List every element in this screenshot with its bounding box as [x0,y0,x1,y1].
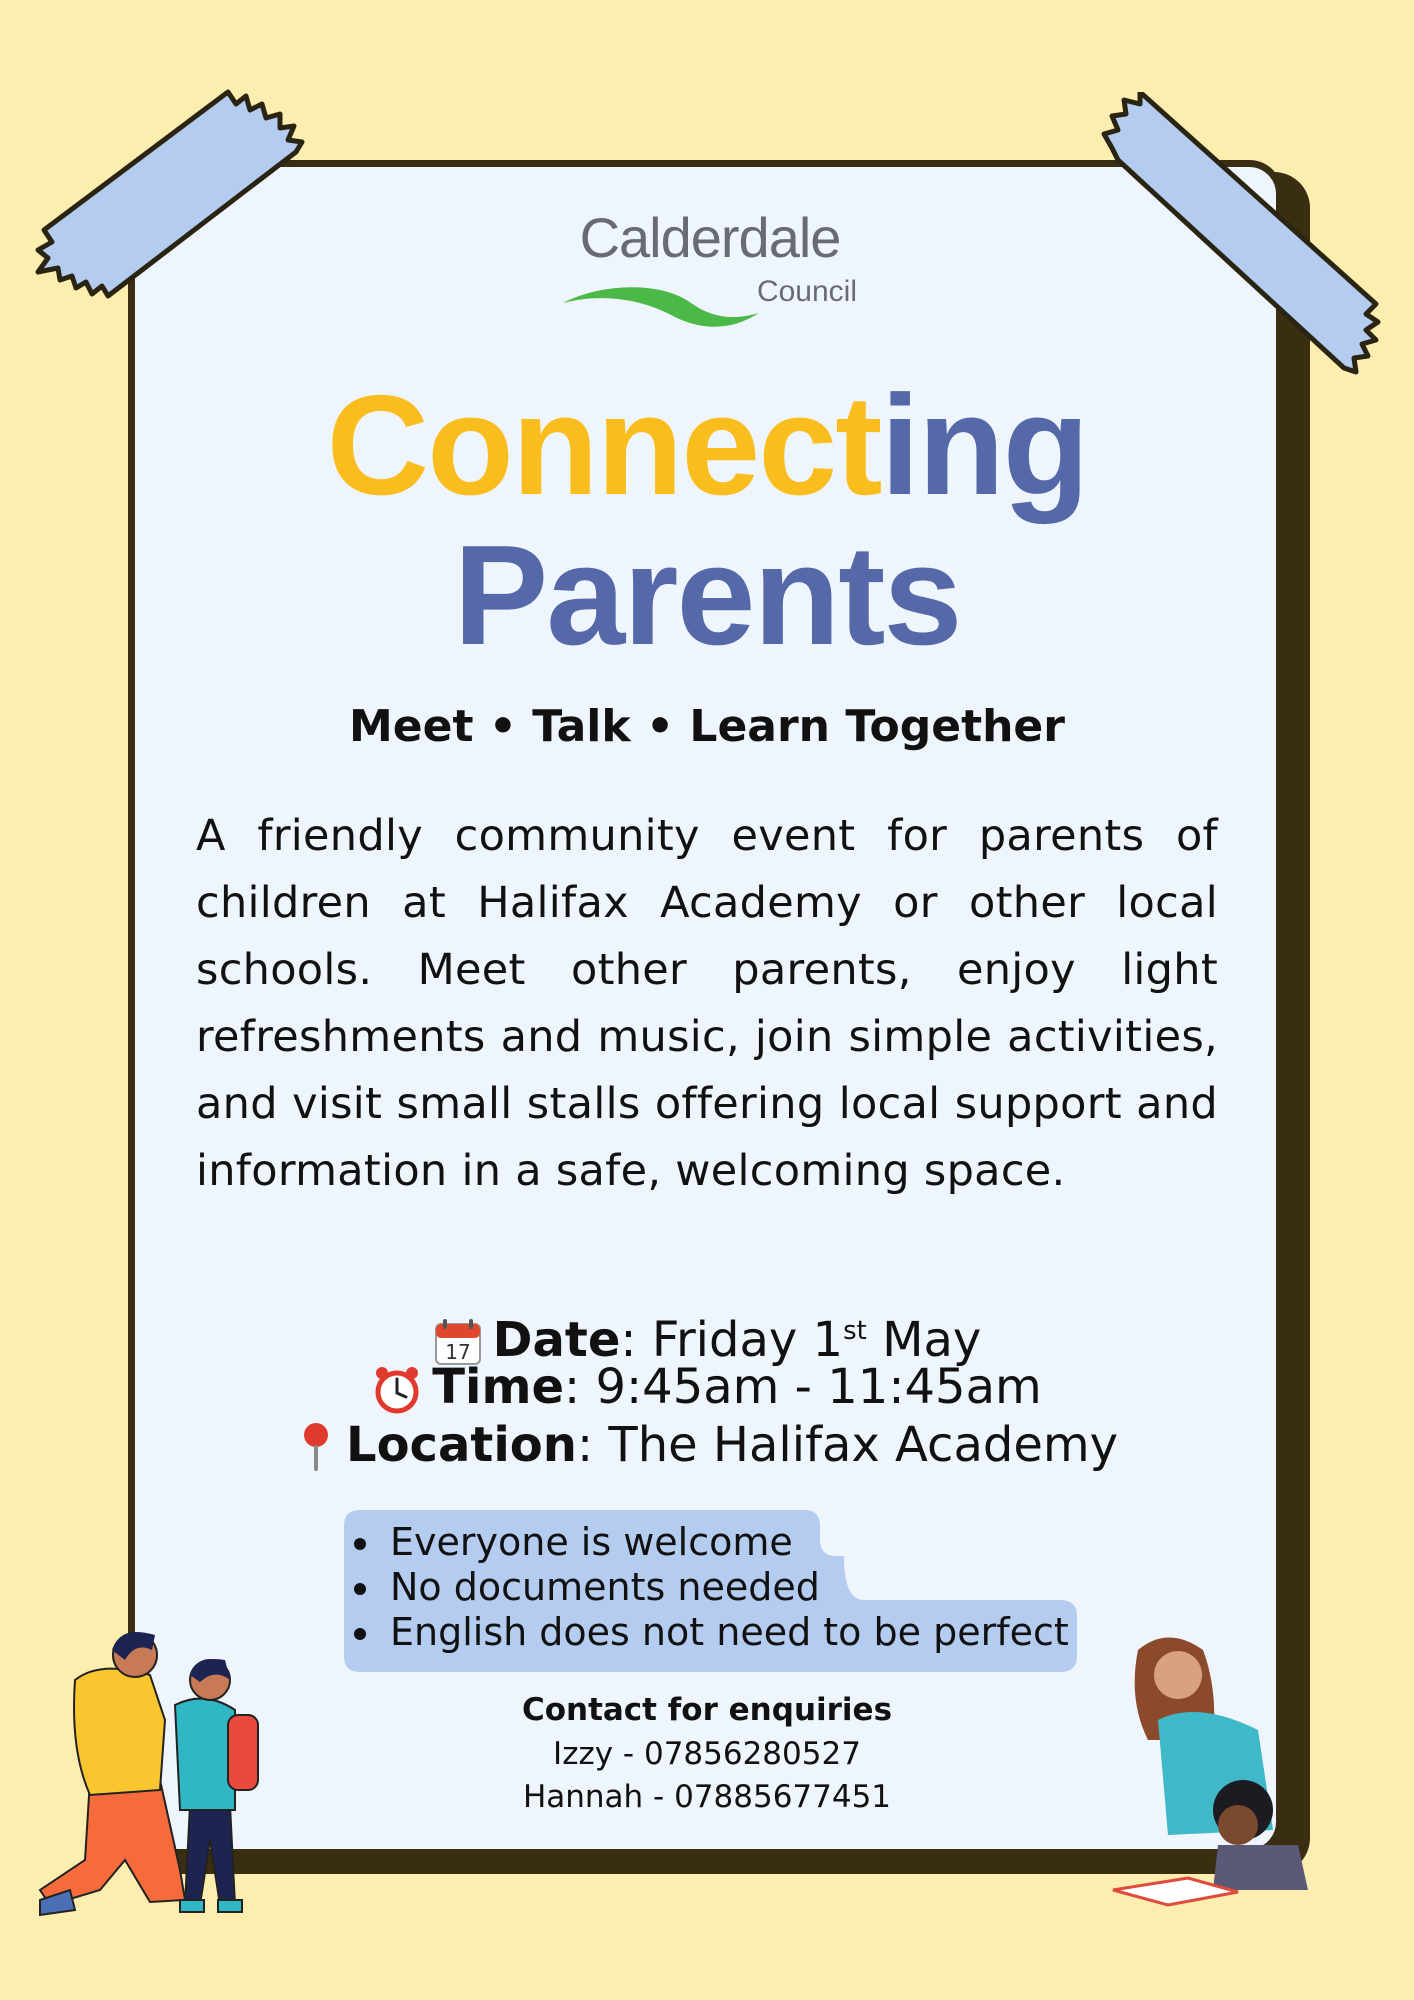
date-label: Date [492,1312,621,1368]
parent-child-illustration [30,1620,300,1920]
time-line [0,1358,1414,1416]
event-description: A friendly community event for parents of children at Halifax Academy or other local schools. Meet other parents, enjoy light refreshments and music, join simple activities, and visit small stalls offering local support and information in a safe, welcoming space. [196,811,1218,1196]
welcome-bullet-list [352,1520,1069,1655]
contact-heading: Contact for enquiries [521,1692,893,1728]
list-item: Everyone is welcome [352,1520,1069,1565]
time-value: : 9:45am - 11:45am [564,1359,1042,1415]
tagline: Meet • Talk • Learn Together [349,701,1065,752]
title-connect: Connect [326,366,881,525]
title-line-2: Parents [453,516,961,675]
logo-sub: Council [756,275,857,308]
tape-right-decoration [1100,92,1390,392]
location-value: : The Halifax Academy [576,1417,1119,1473]
parent-reading-illustration [1108,1620,1358,1920]
list-item: No documents needed [352,1565,1069,1610]
contact-hannah: Hannah - 07885677451 [522,1779,892,1815]
logo-swoosh-icon [561,283,761,333]
title-ing: ing [880,366,1088,525]
logo-name: Calderdale [579,206,841,269]
location-pin-icon [296,1421,336,1475]
date-suffix: st [843,1316,867,1346]
date-value: : Friday 1 [620,1312,844,1368]
time-label: Time [432,1359,565,1415]
calderdale-council-logo [555,205,865,330]
alarm-clock-icon [372,1365,422,1415]
date-month: May [866,1312,982,1368]
svg-text:17: 17 [444,1340,471,1364]
location-label: Location [345,1417,577,1473]
contact-izzy: Izzy - 07856280527 [553,1736,861,1772]
tape-left-decoration [30,82,350,342]
title-line-1 [0,366,1414,525]
list-item: English does not need to be perfect [352,1610,1069,1655]
location-line [0,1416,1414,1475]
